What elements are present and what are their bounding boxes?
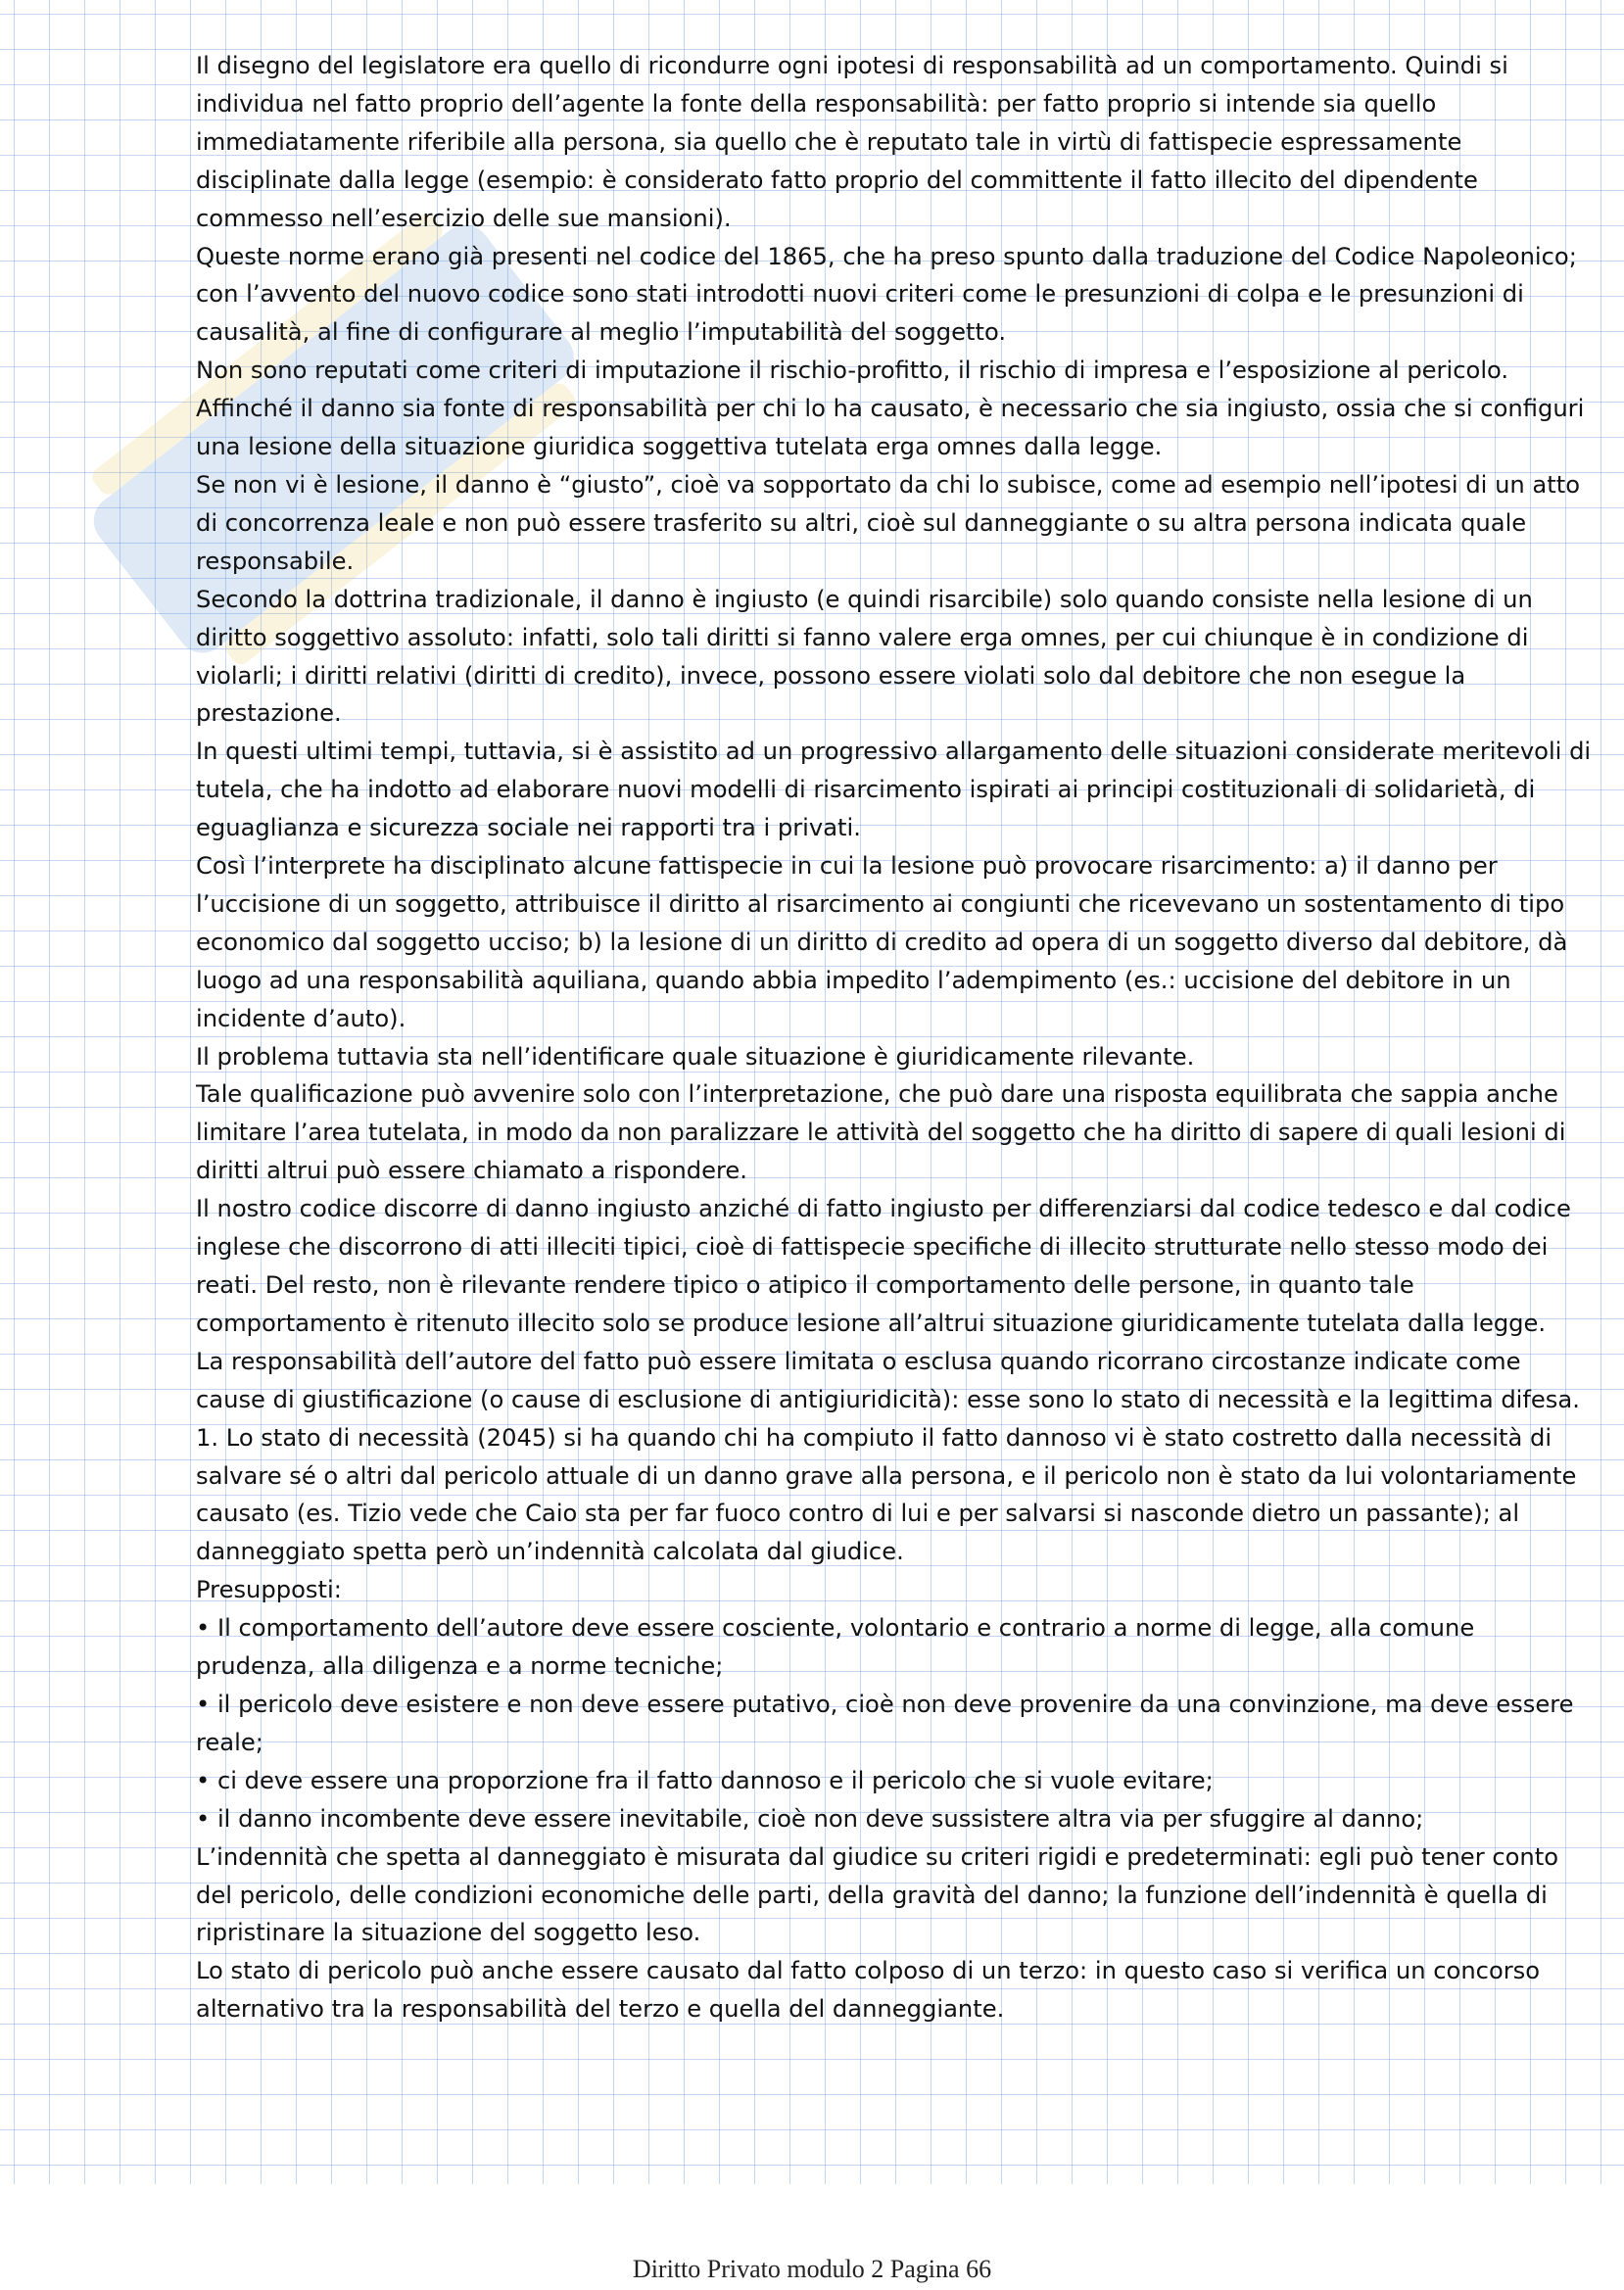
paragraph: In questi ultimi tempi, tuttavia, si è assistito ad un progressivo allargamento delle situazioni considerate meritevoli di tutela, che ha indotto ad elaborare nuovi modelli di risarcimento ispirati ai principi costituzionali di solidarietà, di eguaglianza e sicurezza sociale nei rapporti tra i privati. [196, 738, 1592, 842]
bullet-item: • il danno incombente deve essere inevitabile, cioè non deve sussistere altra via per sfuggire al danno; [196, 1804, 1424, 1833]
page-footer: Diritto Privato modulo 2 Pagina 66 [632, 2255, 992, 2283]
paragraph: L’indennità che spetta al danneggiato è misurata dal giudice su criteri rigidi e predeterminati: egli può tener conto del pericolo, delle condizioni economiche delle parti, della gravità del danno; la funzione dell’indennità è quella di ripristinare la situazione del soggetto leso. [196, 1842, 1559, 1947]
paragraph: Secondo la dottrina tradizionale, il danno è ingiusto (e quindi risarcibile) solo quando consiste nella lesione di un diritto soggettivo assoluto: infatti, solo tali diritti si fanno valere erga omnes, per cui chiunque è in condizione di violarli; i diritti relativi (diritti di credito), invece, possono essere violati solo dal debitore che non esegue la prestazione. [196, 585, 1533, 728]
section-label: Presupposti: [196, 1576, 342, 1604]
bullet-item: • ci deve essere una proporzione fra il fatto dannoso e il pericolo che si vuole evitare; [196, 1766, 1214, 1794]
paragraph: Così l’interprete ha disciplinato alcune fattispecie in cui la lesione può provocare risarcimento: a) il danno per l’uccisione di un soggetto, attribuisce il diritto al risarcimento ai congiunti che ricevevano un sostentamento di tipo economico dal soggetto ucciso; b) la lesione di un diritto di credito ad opera di un soggetto diverso dal debitore, dà luogo ad una responsabilità aquiliana, quando abbia impedito l’adempimento (es.: uccisione del debitore in un incidente d’auto). [196, 852, 1568, 1032]
paragraph: Il disegno del legislatore era quello di ricondurre ogni ipotesi di responsabilità ad un comportamento. Quindi si individua nel fatto proprio dell’agente la fonte della responsabilità: per fatto proprio si intende sia quello immediatamente riferibile alla persona, sia quello che è reputato tale in virtù di fattispecie espressamente disciplinate dalla legge (esempio: è considerato fatto proprio del committente il fatto illecito del dipendente commesso nell’esercizio delle sue mansioni). [196, 52, 1508, 232]
paragraph: Se non vi è lesione, il danno è “giusto”, cioè va sopportato da chi lo subisce, come ad esempio nell’ipotesi di un atto di concorrenza leale e non può essere trasferito su altri, cioè sul danneggiante o su altra persona indicata quale responsabile. [196, 470, 1581, 575]
document-body [196, 47, 1592, 2028]
paragraph: Non sono reputati come criteri di imputazione il rischio-profitto, il rischio di impresa e l’esposizione al pericolo. [196, 357, 1509, 385]
bullet-item: • Il comportamento dell’autore deve essere cosciente, volontario e contrario a norme di legge, alla comune prudenza, alla diligenza e a norme tecniche; [196, 1614, 1475, 1681]
paragraph: Queste norme erano già presenti nel codice del 1865, che ha preso spunto dalla traduzione del Codice Napoleonico; con l’avvento del nuovo codice sono stati introdotti nuovi criteri come le presunzioni di colpa e le presunzioni di causalità, al fine di configurare al meglio l’imputabilità del soggetto. [196, 242, 1577, 347]
paragraph: Affinché il danno sia fonte di responsabilità per chi lo ha causato, è necessario che sia ingiusto, ossia che si configuri una lesione della situazione giuridica soggettiva tutelata erga omnes dalla legge. [196, 395, 1585, 461]
paragraph: 1. Lo stato di necessità (2045) si ha quando chi ha compiuto il fatto dannoso vi è stato costretto dalla necessità di salvare sé o altri dal pericolo attuale di un danno grave alla persona, e il pericolo non è stato da lui volontariamente causato (es. Tizio vede che Caio sta per far fuoco contro di lui e per salvarsi si nasconde dietro un passante); al danneggiato spetta però un’indennità calcolata dal giudice. [196, 1423, 1577, 1566]
bullet-item: • il pericolo deve esistere e non deve essere putativo, cioè non deve provenire da una convinzione, ma deve essere reale; [196, 1690, 1574, 1756]
paragraph: Il nostro codice discorre di danno ingiusto anziché di fatto ingiusto per differenziarsi dal codice tedesco e dal codice inglese che discorrono di atti illeciti tipici, cioè di fattispecie specifiche di illecito strutturate nello stesso modo dei reati. Del resto, non è rilevante rendere tipico o atipico il comportamento delle persone, in quanto tale comportamento è ritenuto illecito solo se produce lesione all’altrui situazione giuridicamente tutelata dalla legge. [196, 1195, 1571, 1337]
paragraph: La responsabilità dell’autore del fatto può essere limitata o esclusa quando ricorrano circostanze indicate come cause di giustificazione (o cause di esclusione di antigiuridicità): esse sono lo stato di necessità e la legittima difesa. [196, 1347, 1580, 1413]
paragraph: Tale qualificazione può avvenire solo con l’interpretazione, che può dare una risposta equilibrata che sappia anche limitare l’area tutelata, in modo da non paralizzare le attività del soggetto che ha diritto di sapere di quali lesioni di diritti altrui può essere chiamato a rispondere. [196, 1080, 1566, 1185]
paragraph: Lo stato di pericolo può anche essere causato dal fatto colposo di un terzo: in questo caso si verifica un concorso alternativo tra la responsabilità del terzo e quella del danneggiante. [196, 1957, 1541, 2024]
paragraph: Il problema tuttavia sta nell’identificare quale situazione è giuridicamente rilevante. [196, 1042, 1195, 1071]
